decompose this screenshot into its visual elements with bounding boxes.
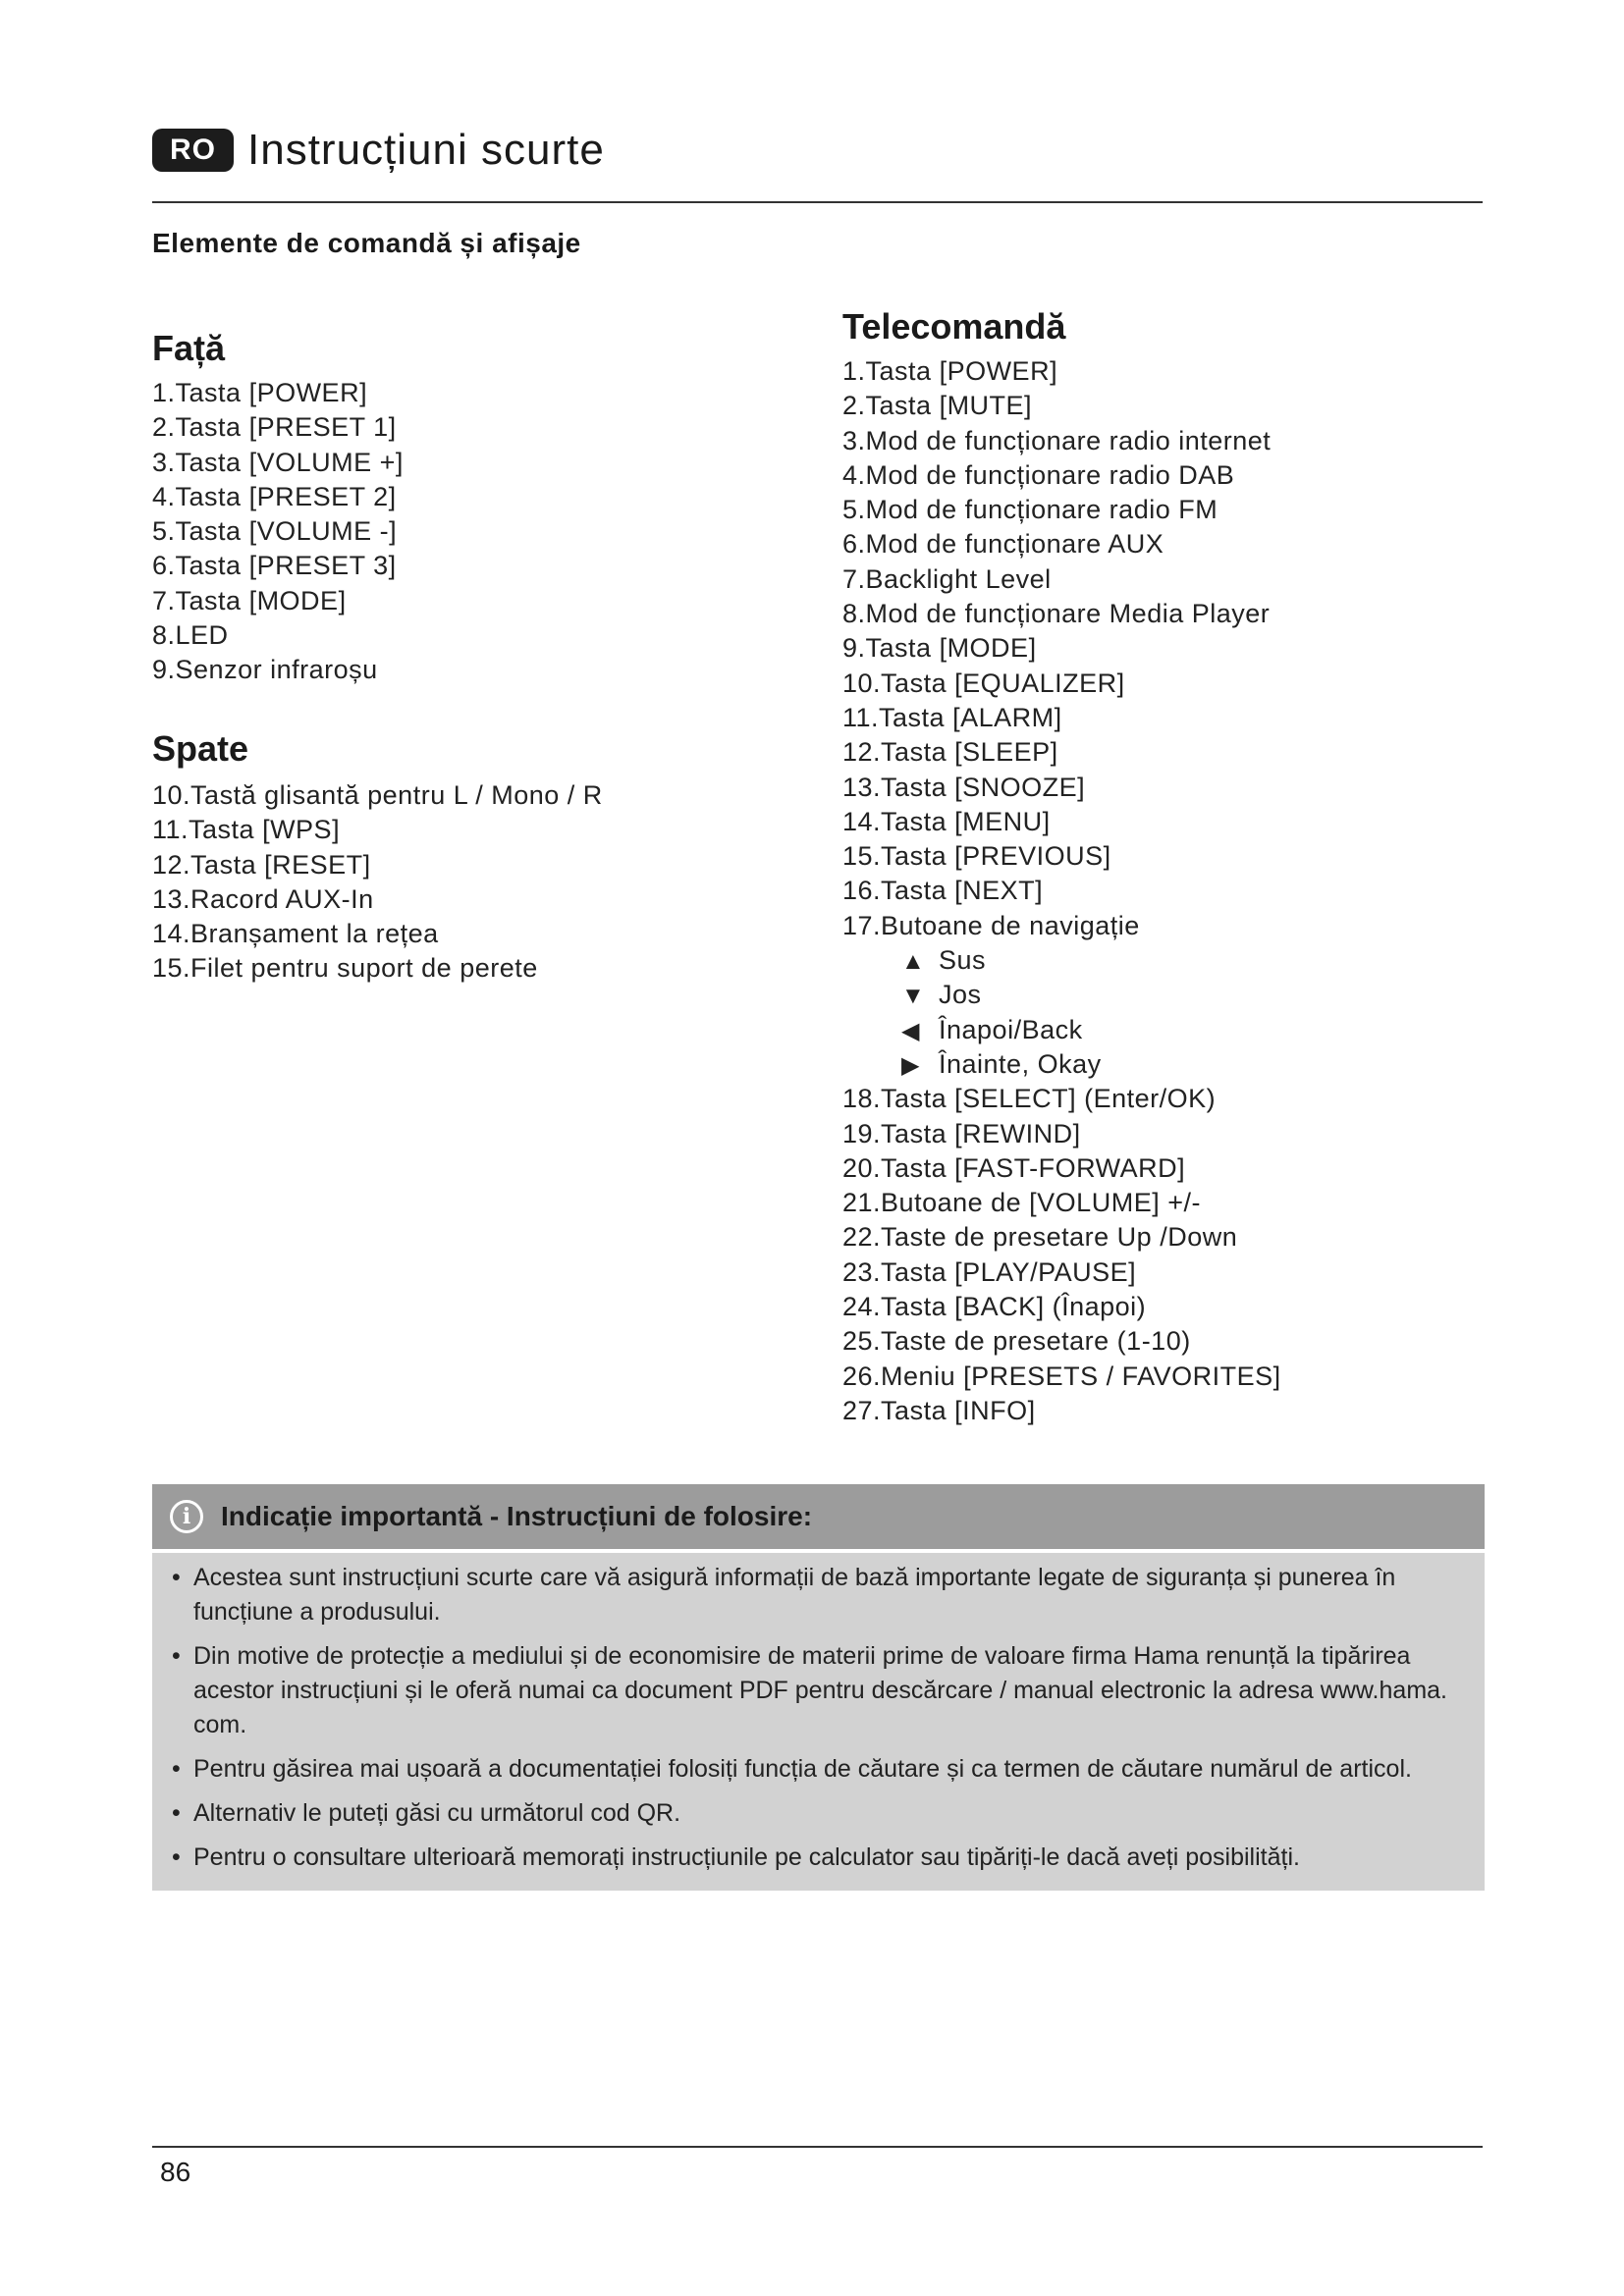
item-text: Înainte, Okay — [939, 1048, 1102, 1079]
item-text: Mod de funcționare radio FM — [865, 495, 1218, 525]
item-number: 22. — [842, 1222, 882, 1253]
item-number: 2. — [152, 412, 176, 443]
item-text: Taste de presetare (1-10) — [881, 1326, 1191, 1357]
notice-bullet: • Acestea sunt instrucțiuni scurte care vă asigură informații de bază importante legate de siguranța și punerea în funcțiune a produsului. — [172, 1561, 1465, 1629]
item-number: 10. — [152, 780, 191, 810]
item-text: Tasta [VOLUME -] — [175, 516, 398, 547]
list-item — [842, 631, 1281, 666]
item-text: Tasta [PRESET 3] — [175, 551, 397, 581]
page-header — [152, 126, 605, 175]
item-text: Backlight Level — [865, 563, 1052, 594]
item-text: Branșament la rețea — [190, 919, 439, 949]
list-item — [842, 1394, 1281, 1428]
list-item — [842, 1220, 1281, 1255]
item-text: Tasta [POWER] — [865, 356, 1058, 386]
info-icon: i — [170, 1500, 203, 1533]
item-number: 10. — [842, 667, 882, 698]
item-number: 6. — [842, 529, 866, 560]
item-number: 5. — [842, 495, 866, 525]
list-item — [842, 978, 1281, 1012]
list-item — [152, 584, 404, 618]
item-text: Tasta [PRESET 1] — [175, 412, 397, 443]
item-text: Mod de funcționare radio internet — [865, 425, 1272, 455]
item-number: 3. — [842, 425, 866, 455]
list-item — [842, 424, 1281, 458]
item-text: Mod de funcționare Media Player — [865, 599, 1271, 629]
item-number: 13. — [152, 883, 191, 914]
item-number: 17. — [842, 910, 882, 940]
item-number: 21. — [842, 1188, 882, 1218]
item-number: 5. — [152, 516, 176, 547]
page-title: Instrucțiuni scurte — [247, 126, 605, 174]
list-item — [152, 917, 603, 951]
list-item — [152, 848, 603, 882]
item-number: 1. — [842, 356, 866, 386]
list-item — [842, 874, 1281, 908]
item-number: 7. — [842, 563, 866, 594]
list-item — [842, 735, 1281, 770]
list-item — [842, 389, 1281, 423]
list-item — [152, 514, 404, 549]
item-number: 9. — [842, 633, 866, 664]
list-item — [842, 771, 1281, 805]
notice-body — [152, 1553, 1485, 1891]
notice-bullets — [172, 1561, 1465, 1875]
item-number: 4. — [152, 481, 176, 511]
list-item — [842, 805, 1281, 839]
item-text: Butoane de [VOLUME] +/- — [881, 1188, 1201, 1218]
list-item — [152, 653, 404, 687]
list-item — [152, 882, 603, 917]
item-number: 16. — [842, 876, 882, 906]
notice-bullet: • Pentru găsirea mai ușoară a documentației folosiți funcția de căutare și ca termen de căutare numărul de articol. — [172, 1752, 1465, 1787]
front-heading: Față — [152, 328, 226, 368]
section-title: Elemente de comandă și afișaje — [152, 228, 581, 258]
list-item — [152, 778, 603, 813]
item-number: 3. — [152, 447, 176, 477]
list-item — [152, 446, 404, 480]
item-text: Senzor infraroșu — [175, 655, 378, 685]
item-text: Tasta [POWER] — [175, 378, 368, 407]
list-item — [842, 527, 1281, 561]
back-heading: Spate — [152, 728, 249, 769]
item-number: 11. — [152, 815, 189, 845]
item-number: 1. — [152, 378, 176, 407]
notice-title: Indicație importantă - Instrucțiuni de folosire: — [221, 1501, 813, 1531]
item-text: Tasta [SELECT] (Enter/OK) — [881, 1084, 1217, 1114]
list-item — [842, 1360, 1281, 1394]
list-item — [842, 1290, 1281, 1324]
item-number: 26. — [842, 1361, 882, 1391]
item-text: Tasta [BACK] (Înapoi) — [881, 1292, 1147, 1322]
list-item — [842, 493, 1281, 527]
arrow-icon: ◀ — [901, 1017, 920, 1044]
item-number: 12. — [152, 849, 191, 880]
item-number: 14. — [152, 919, 191, 949]
list-item — [842, 701, 1281, 735]
item-text: Tasta [FAST-FORWARD] — [881, 1152, 1186, 1183]
item-text: Butoane de navigație — [881, 910, 1140, 940]
item-number: 6. — [152, 551, 176, 581]
item-number: 25. — [842, 1326, 882, 1357]
list-item — [842, 1255, 1281, 1290]
notice-header — [152, 1484, 1485, 1549]
list-item — [842, 839, 1281, 874]
item-number: 27. — [842, 1395, 882, 1425]
list-item — [842, 1186, 1281, 1220]
item-number: 23. — [842, 1256, 882, 1287]
list-item — [842, 667, 1281, 701]
item-text: Jos — [939, 980, 982, 1010]
item-text: Tasta [MODE] — [865, 633, 1037, 664]
language-badge: RO — [152, 129, 234, 172]
notice-bullet: • Pentru o consultare ulterioară memorați instrucțiunile pe calculator sau tipăriți-le dacă aveți posibilități. — [172, 1841, 1465, 1875]
item-text: Tastă glisantă pentru L / Mono / R — [190, 780, 603, 810]
item-number: 12. — [842, 737, 882, 768]
item-text: Tasta [VOLUME +] — [175, 447, 404, 477]
item-number: 15. — [842, 841, 882, 872]
remote-heading: Telecomandă — [842, 306, 1066, 347]
item-text: Meniu [PRESETS / FAVORITES] — [881, 1361, 1281, 1391]
item-number: 14. — [842, 806, 882, 836]
item-text: Tasta [PRESET 2] — [175, 481, 397, 511]
list-item — [152, 549, 404, 583]
list-item — [152, 480, 404, 514]
arrow-icon: ▼ — [901, 983, 926, 1010]
item-text: Înapoi/Back — [939, 1014, 1083, 1044]
item-text: Tasta [EQUALIZER] — [881, 667, 1125, 698]
footer-divider — [152, 2146, 1483, 2148]
item-text: Tasta [INFO] — [881, 1395, 1036, 1425]
list-item — [152, 410, 404, 445]
list-item — [842, 1013, 1281, 1047]
remote-list — [842, 354, 1281, 1428]
item-text: Mod de funcționare radio DAB — [865, 459, 1235, 490]
arrow-icon: ▲ — [901, 948, 926, 976]
item-text: Tasta [SNOOZE] — [881, 772, 1086, 802]
list-item — [842, 1047, 1281, 1082]
item-text: Tasta [RESET] — [190, 849, 371, 880]
list-item — [152, 951, 603, 986]
list-item — [842, 1151, 1281, 1186]
header-divider — [152, 201, 1483, 203]
item-text: Tasta [PLAY/PAUSE] — [881, 1256, 1137, 1287]
item-number: 8. — [152, 620, 176, 651]
list-item — [842, 909, 1281, 943]
list-item — [842, 562, 1281, 597]
item-text: Mod de funcționare AUX — [865, 529, 1164, 560]
item-text: Tasta [NEXT] — [881, 876, 1044, 906]
item-text: Tasta [PREVIOUS] — [881, 841, 1111, 872]
item-text: Tasta [WPS] — [189, 815, 341, 845]
important-notice — [152, 1484, 1485, 1891]
item-text: Tasta [MODE] — [175, 585, 347, 615]
item-text: Sus — [939, 945, 987, 976]
list-item — [842, 458, 1281, 493]
item-number: 4. — [842, 459, 866, 490]
item-number: 24. — [842, 1292, 882, 1322]
item-number: 20. — [842, 1152, 882, 1183]
item-text: Racord AUX-In — [190, 883, 374, 914]
list-item — [842, 943, 1281, 978]
item-number: 9. — [152, 655, 176, 685]
item-text: Tasta [REWIND] — [881, 1118, 1081, 1148]
page-number: 86 — [160, 2157, 191, 2187]
list-item — [842, 354, 1281, 389]
list-item — [842, 1324, 1281, 1359]
item-number: 7. — [152, 585, 176, 615]
list-item — [152, 813, 603, 847]
item-text: Taste de presetare Up /Down — [881, 1222, 1238, 1253]
item-text: LED — [175, 620, 229, 651]
list-item — [842, 597, 1281, 631]
item-text: Filet pentru suport de perete — [190, 953, 538, 984]
list-item — [842, 1117, 1281, 1151]
list-item — [152, 618, 404, 653]
notice-bullet: • Alternativ le puteți găsi cu următorul cod QR. — [172, 1796, 1465, 1831]
back-list — [152, 778, 603, 987]
front-list — [152, 376, 404, 688]
item-number: 19. — [842, 1118, 882, 1148]
item-number: 11. — [842, 702, 880, 732]
list-item — [842, 1082, 1281, 1116]
list-item — [152, 376, 404, 410]
item-text: Tasta [SLEEP] — [881, 737, 1058, 768]
item-number: 15. — [152, 953, 191, 984]
item-text: Tasta [MENU] — [881, 806, 1051, 836]
item-text: Tasta [MUTE] — [865, 391, 1033, 421]
notice-bullet: • Din motive de protecție a mediului și de economisire de materii prime de valoare firma Hama renunță la tipărirea acestor instrucțiuni și le oferă numai ca document PDF pentru descărcare / manual electronic la adresa www.hama. com. — [172, 1639, 1465, 1742]
item-number: 2. — [842, 391, 866, 421]
arrow-icon: ▶ — [901, 1051, 920, 1079]
item-number: 13. — [842, 772, 882, 802]
item-number: 8. — [842, 599, 866, 629]
item-text: Tasta [ALARM] — [879, 702, 1062, 732]
item-number: 18. — [842, 1084, 882, 1114]
